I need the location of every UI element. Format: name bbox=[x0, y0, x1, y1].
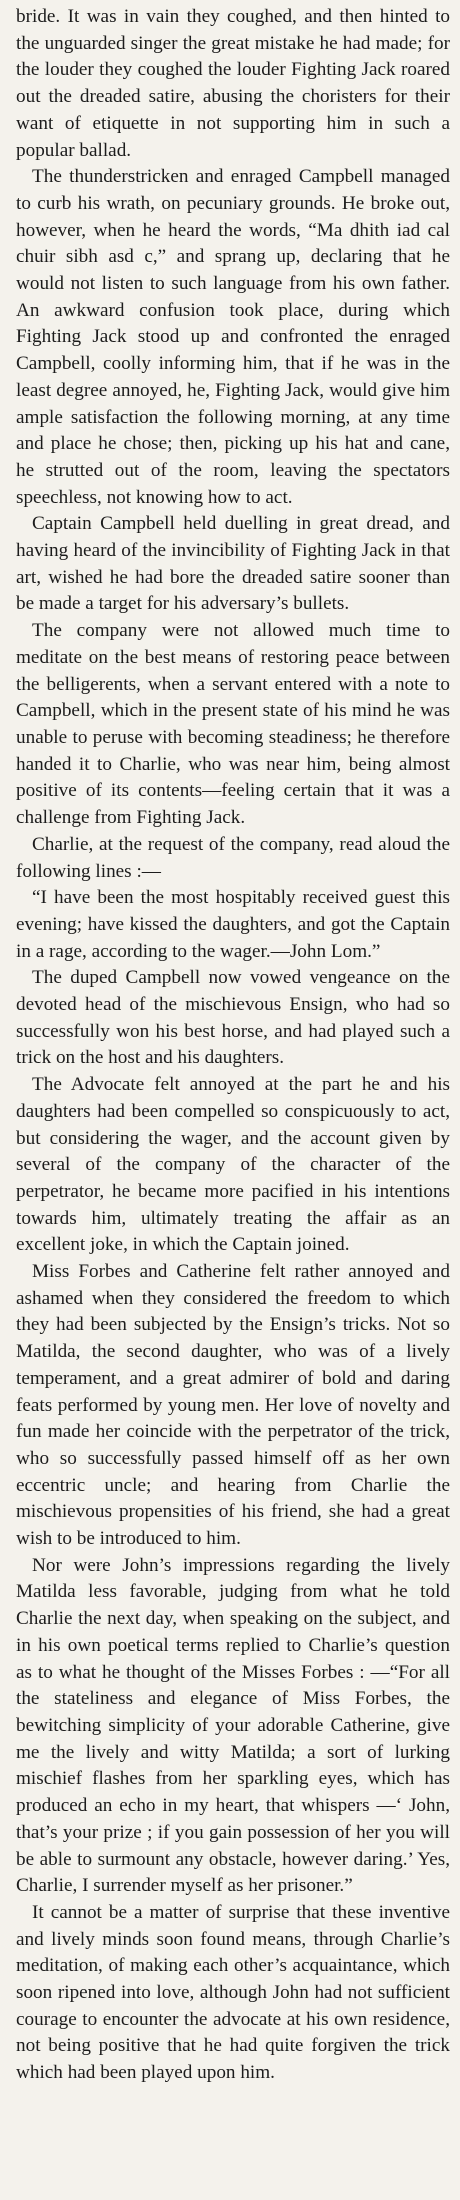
paragraph-1: bride. It was in vain they coughed, and then hinted to the unguarded singer the great mistake he had made; for the louder they coughed the louder Fighting Jack roared out the dreaded satire, abusing the choristers for their want of etiquette in not supporting him in such a popular ballad. bbox=[16, 6, 450, 161]
paragraph-9: Miss Forbes and Catherine felt rather annoyed and ashamed when they considered the freedom to which they had been subjected by the Ensign’s tricks. Not so Matilda, the second daughter, who was of a lively temperament, and a great admirer of bold and daring feats performed by young men. Her love of novelty and fun made her coincide with the perpetrator of the trick, who so successfully passed himself off as her own eccentric uncle; and hearing from Charlie the mischievous propensities of his friend, she had a great wish to be introduced to him. bbox=[16, 1261, 450, 1550]
paragraph-7: The duped Campbell now vowed vengeance on the devoted head of the mischievous Ensign, who had so successfully won his best horse, and had played such a trick on the host and his daughters. bbox=[16, 967, 450, 1069]
paragraph-6: “I have been the most hospitably received guest this evening; have kissed the daughters, and got the Captain in a rage, according to the wager.—John Lom.” bbox=[16, 887, 450, 962]
paragraph-4: The company were not allowed much time to meditate on the best means of restoring peace between the belligerents, when a servant entered with a note to Campbell, which in the present state of his mind he was unable to peruse with becoming steadiness; he therefore handed it to Charlie, who was near him, being almost positive of its contents—feeling certain that it was a challenge from Fighting Jack. bbox=[16, 620, 450, 829]
paragraph-2: The thunderstricken and enraged Campbell managed to curb his wrath, on pecuniary grounds. He broke out, however, when he heard the words, “Ma dhith iad cal chuir sibh asd c,” and sprang up, declaring that he would not listen to such language from his own father. An awkward confusion took place, during which Fighting Jack stood up and confronted the enraged Campbell, coolly informing him, that if he was in the least degree annoyed, he, Fighting Jack, would give him ample satisfaction the following morning, at any time and place he chose; then, picking up his hat and cane, he strutted out of the room, leaving the spectators speechless, not knowing how to act. bbox=[16, 166, 450, 508]
paragraph-5: Charlie, at the request of the company, read aloud the following lines :— bbox=[16, 833, 450, 882]
paragraph-11: It cannot be a matter of surprise that these inventive and lively minds soon found means, through Charlie’s meditation, of making each other’s acquaintance, which soon ripened into love, although John had not sufficient courage to encounter the advocate at his own residence, not being positive that he had quite forgiven the trick which had been played upon him. bbox=[16, 1901, 450, 2084]
paragraph-3: Captain Campbell held duelling in great dread, and having heard of the invincibility of Fighting Jack in that art, wished he had bore the dreaded satire sooner than be made a target for his adversary’s bullets. bbox=[16, 513, 450, 615]
paragraph-8: The Advocate felt annoyed at the part he and his daughters had been compelled so conspicuously to act, but considering the wager, and the account given by several of the company of the character of the perpetrator, he became more pacified in his intentions towards him, ultimately treating the affair as an excellent joke, in which the Captain joined. bbox=[16, 1074, 450, 1256]
paragraph-10: Nor were John’s impressions regarding the lively Matilda less favorable, judging from what he told Charlie the next day, when speaking on the subject, and in his own poetical terms replied to Charlie’s question as to what he thought of the Misses Forbes : —“For all the stateliness and elegance of Miss Forbes, the bewitching simplicity of your adorable Catherine, give me the lively and witty Matilda; a sort of lurking mischief flashes from her sparkling eyes, which has produced an echo in my heart, that whispers —‘ John, that’s your prize ; if you gain possession of her you will be able to surmount any obstacle, however daring.’ Yes, Charlie, I surrender myself as her prisoner.” bbox=[16, 1554, 450, 1897]
